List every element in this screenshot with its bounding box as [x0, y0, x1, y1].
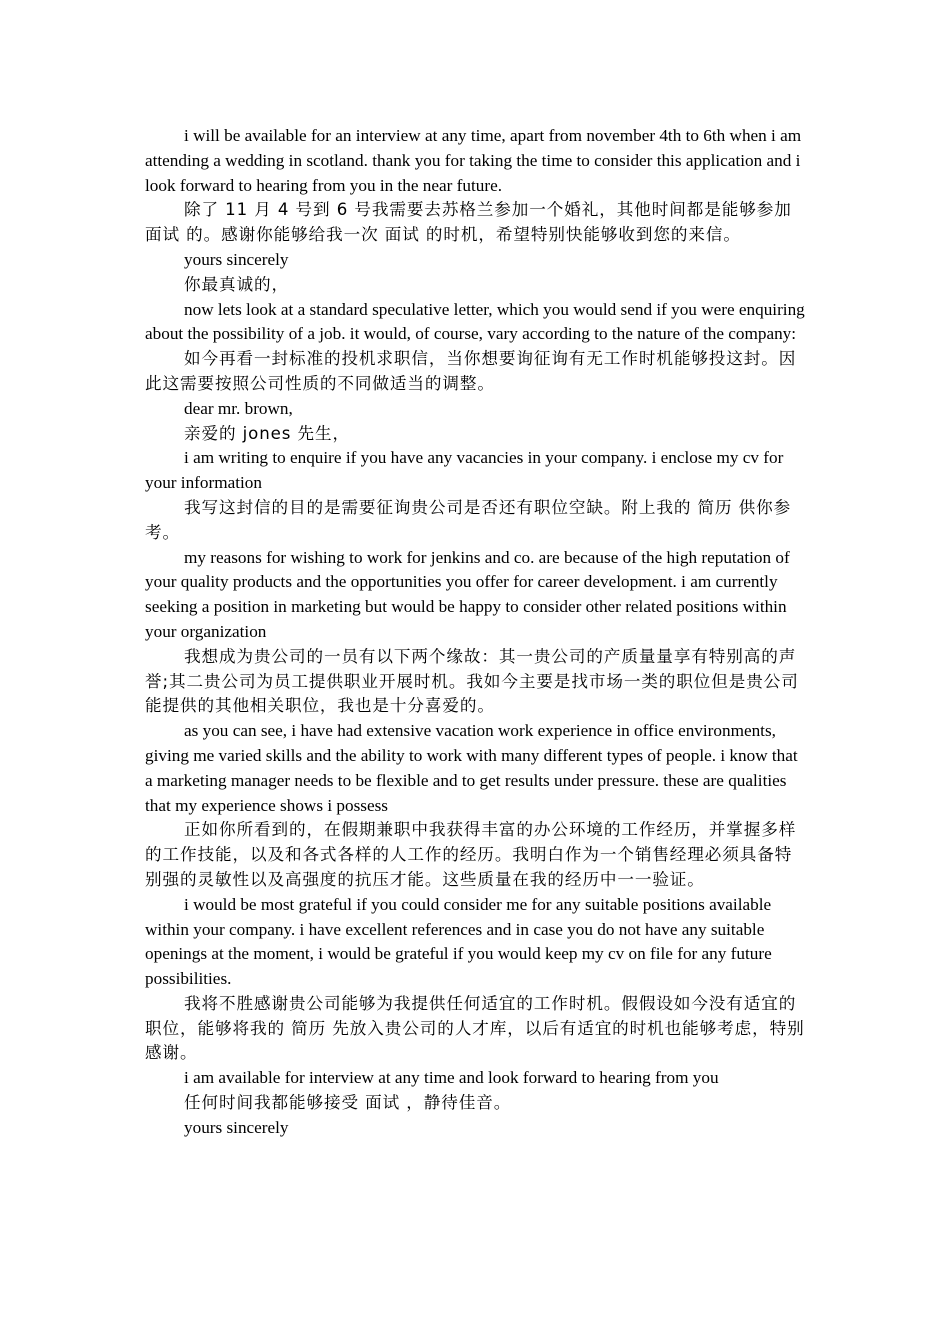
paragraph-en: i am available for interview at any time and look forward to hearing from you — [184, 1068, 719, 1088]
salutation-zh: 亲爱的 jones 先生， — [184, 423, 350, 443]
closing-en: yours sincerely — [184, 1117, 289, 1137]
paragraph-zh: 除了 11 月 4 号到 6 号我需要去苏格兰参加一个婚礼，其他时间都是能够参加 面试 的。感谢你能够给我一次 面试 的时机，希望特别快能够收到您的来信。 — [145, 200, 792, 245]
paragraph-en: i will be available for an interview at any time, apart from november 4th to 6th when i am attending a wedding in scotland. thank you for taking the time to consider this application and i look forward to hearing from you in the near future. — [145, 126, 802, 195]
document-page — [145, 124, 805, 1141]
paragraph-zh: 我写这封信的目的是需要征询贵公司是否还有职位空缺。附上我的 简历 供你参考。 — [145, 497, 792, 542]
paragraph-en: now lets look at a standard speculative letter, which you would send if you were enquiring about the possibility of a job. it would, of course, vary according to the nature of the company: — [145, 299, 805, 344]
paragraph-zh: 正如你所看到的，在假期兼职中我获得丰富的办公环境的工作经历，并掌握多样的工作技能，以及和各式各样的人工作的经历。我明白作为一个销售经理必须具备特别强的灵敏性以及高强度的抗压才能。这些质量在我的经历中一一验证。 — [145, 820, 797, 889]
paragraph-zh: 任何时间我都能够接受 面试 ，静待佳音。 — [184, 1093, 512, 1113]
paragraph-zh: 我将不胜感谢贵公司能够为我提供任何适宜的工作时机。假假设如今没有适宜的职位，能够将我的 简历 先放入贵公司的人才库，以后有适宜的时机也能够考虑，特别感谢。 — [145, 993, 805, 1063]
paragraph-zh: 如今再看一封标准的投机求职信，当你想要询征询有无工作时机能够投这封。因此这需要按照公司性质的不同做适当的调整。 — [145, 349, 797, 393]
paragraph-en: i am writing to enquire if you have any vacancies in your company. i enclose my cv for your information — [145, 448, 784, 493]
paragraph-en: as you can see, i have had extensive vacation work experience in office environments, giving me varied skills and the ability to work with many different types of people. i know that a marketing manager needs to be flexible and to get results under pressure. these are qualities that my experience shows i possess — [145, 721, 798, 815]
closing-zh: 你最真诚的， — [184, 274, 289, 294]
salutation-en: dear mr. brown, — [184, 398, 293, 418]
closing-en: yours sincerely — [184, 249, 289, 269]
paragraph-en: my reasons for wishing to work for jenkins and co. are because of the high reputation of your quality products and the opportunities you offer for career development. i am currently seeking a position in marketing but would be happy to consider other related positions within your organization — [145, 547, 790, 641]
paragraph-en: i would be most grateful if you could consider me for any suitable positions available within your company. i have excellent references and in case you do not have any suitable openings at the moment, i would be grateful if you would keep my cv on file for any future possibilities. — [145, 894, 772, 989]
paragraph-zh: 我想成为贵公司的一员有以下两个缘故：其一贵公司的产质量量享有特别高的声誉;其二贵公司为员工提供职业开展时机。我如今主要是找市场一类的职位但是贵公司能提供的其他相关职位，我也是十分喜爱的。 — [145, 646, 799, 716]
